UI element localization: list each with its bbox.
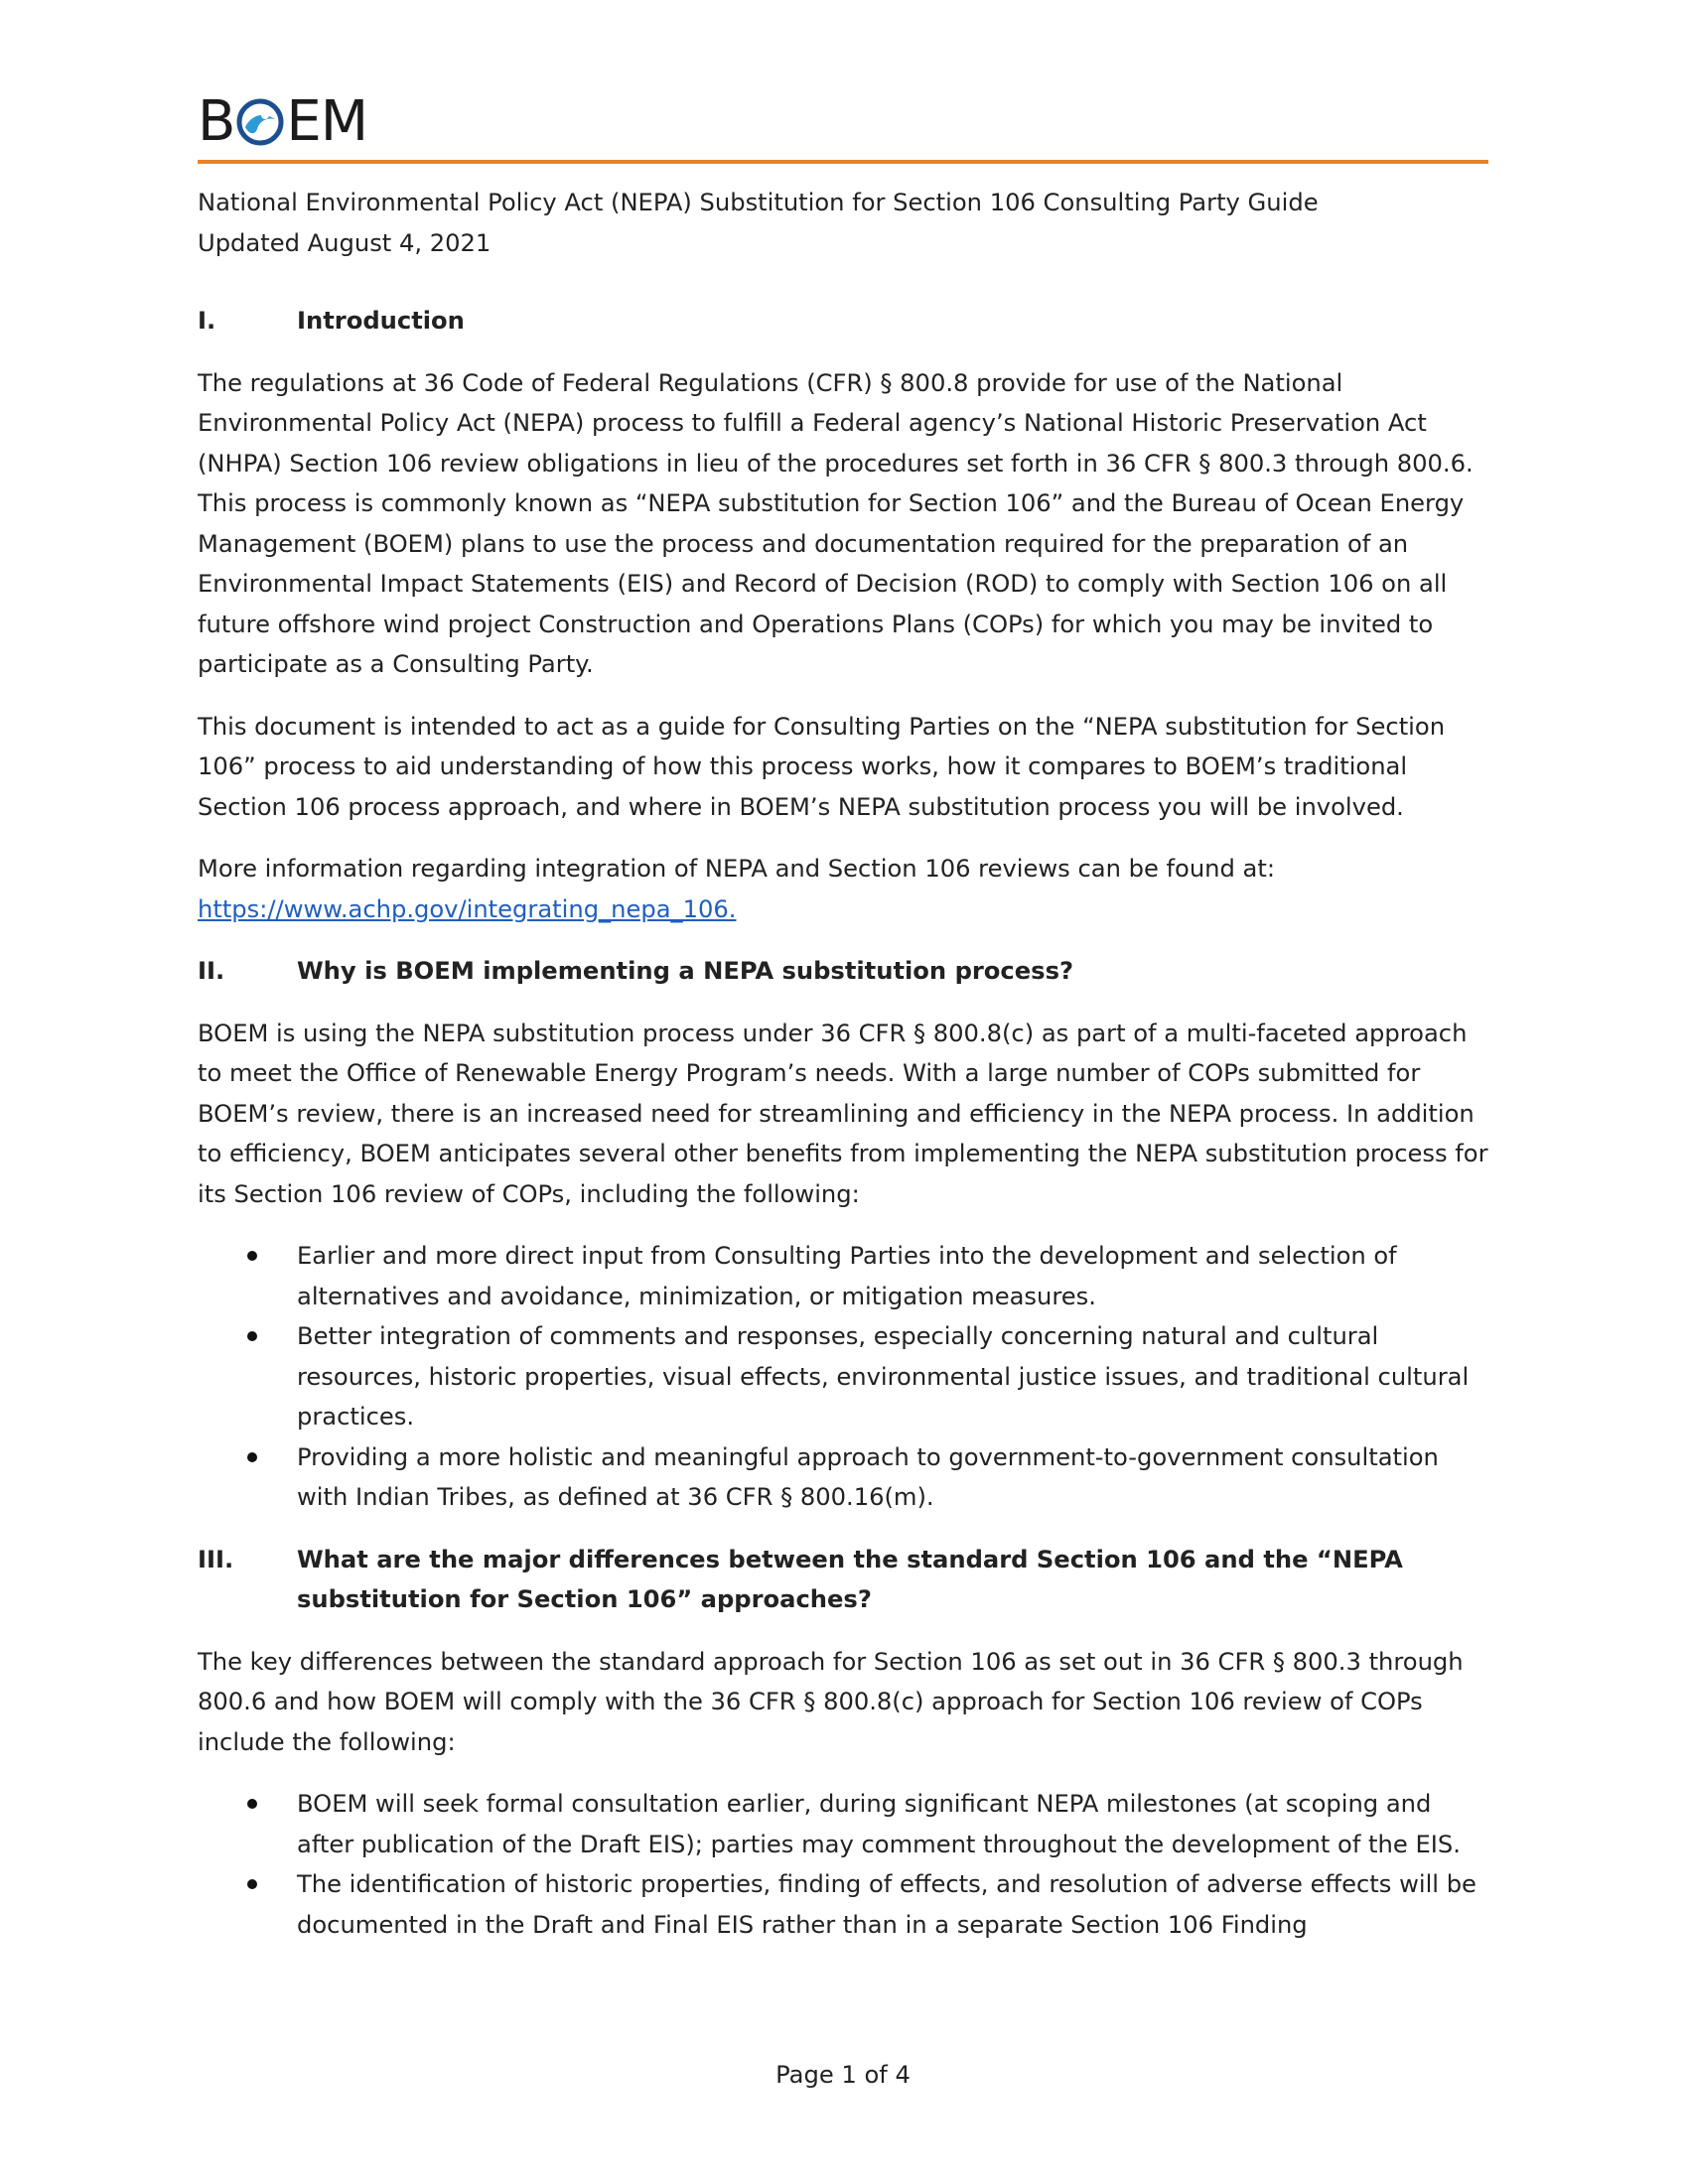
document-title: National Environmental Policy Act (NEPA) Substitution for Section 106 Consulting Party Guide [198,189,1319,216]
section-title: What are the major differences between the standard Section 106 and the “NEPA substitution for Section 106” approaches? [297,1545,1403,1613]
section-number: I. [198,307,216,335]
bullet-icon [247,1452,257,1462]
list-item [198,1236,1488,1316]
bullet-icon [247,1251,257,1261]
list-item-text: Providing a more holistic and meaningful approach to government-to-government consultation with Indian Tribes, as defined at 36 CFR § 800.16(m). [297,1442,1439,1511]
section-title: Introduction [297,307,465,335]
section-heading-introduction [198,301,1488,341]
section-number: II. [198,957,225,985]
document-page [198,0,1488,2184]
bullet-icon [247,1879,257,1889]
section-title: Why is BOEM implementing a NEPA substitution process? [297,957,1073,985]
differences-list [198,1784,1488,1945]
list-item [198,1316,1488,1437]
list-item-text: Earlier and more direct input from Consulting Parties into the development and selection of alternatives and avoidance, minimization, or mitigation measures. [297,1242,1397,1310]
differences-paragraph: The key differences between the standard approach for Section 106 as set out in 36 CFR § 800.3 through 800.6 and how BOEM will comply with the 36 CFR § 800.8(c) approach for Section 106 review of COPs include the following: [198,1647,1464,1756]
section-heading-why [198,951,1488,992]
document-updated-date: Updated August 4, 2021 [198,228,492,257]
header-rule [198,160,1488,164]
wave-globe-icon [235,97,285,147]
logo-letters-em: EM [286,89,368,154]
benefits-list [198,1236,1488,1518]
page-number: Page 1 of 4 [775,2061,911,2089]
bullet-icon [247,1799,257,1809]
achp-link[interactable]: https://www.achp.gov/integrating_nepa_106. [198,894,737,923]
list-item [198,1437,1488,1518]
list-item-text: The identification of historic properties, finding of effects, and resolution of adverse effects will be documented in the Draft and Final EIS rather than in a separate Section 106 Finding [297,1870,1477,1939]
intro-paragraph-3 [198,849,1488,929]
list-item-text: BOEM will seek formal consultation earlier, during significant NEPA milestones (at scoping and after publication of the Draft EIS); parties may comment throughout the development of the EIS. [297,1790,1461,1858]
logo-letter-b: B [198,89,235,154]
document-body [198,183,1488,1967]
list-item [198,1784,1488,1864]
section-number: III. [198,1545,234,1573]
list-item [198,1864,1488,1945]
list-item-text: Better integration of comments and responses, especially concerning natural and cultural resources, historic properties, visual effects, environmental justice issues, and traditional cultural practices. [297,1322,1470,1431]
why-paragraph: BOEM is using the NEPA substitution process under 36 CFR § 800.8(c) as part of a multi-faceted approach to meet the Office of Renewable Energy Program’s needs. With a large number of COPs submitted for BOEM’s review, there is an increased need for streamlining and efficiency in the NEPA process. In addition to efficiency, BOEM anticipates several other benefits from implementing the NEPA substitution process for its Section 106 review of COPs, including the following: [198,1019,1488,1208]
section-heading-differences [198,1540,1488,1620]
boem-logo [198,91,367,153]
intro-paragraph-2: This document is intended to act as a guide for Consulting Parties on the “NEPA substitution for Section 106” process to aid understanding of how this process works, how it compares to BOEM’s traditional Section 106 process approach, and where in BOEM’s NEPA substitution process you will be involved. [198,712,1446,821]
intro-paragraph-1: The regulations at 36 Code of Federal Regulations (CFR) § 800.8 provide for use of the National Environmental Policy Act (NEPA) process to fulfill a Federal agency’s National Historic Preservation Act (NHPA) Section 106 review obligations in lieu of the procedures set forth in 36 CFR § 800.3 through 800.6. This process is commonly known as “NEPA substitution for Section 106” and the Bureau of Ocean Energy Management (BOEM) plans to use the process and documentation required for the preparation of an Environmental Impact Statements (EIS) and Record of Decision (ROD) to comply with Section 106 on all future offshore wind project Construction and Operations Plans (COPs) for which you may be invited to participate as a Consulting Party. [198,368,1474,678]
more-info-text: More information regarding integration of NEPA and Section 106 reviews can be found at: [198,855,1275,883]
bullet-icon [247,1331,257,1341]
